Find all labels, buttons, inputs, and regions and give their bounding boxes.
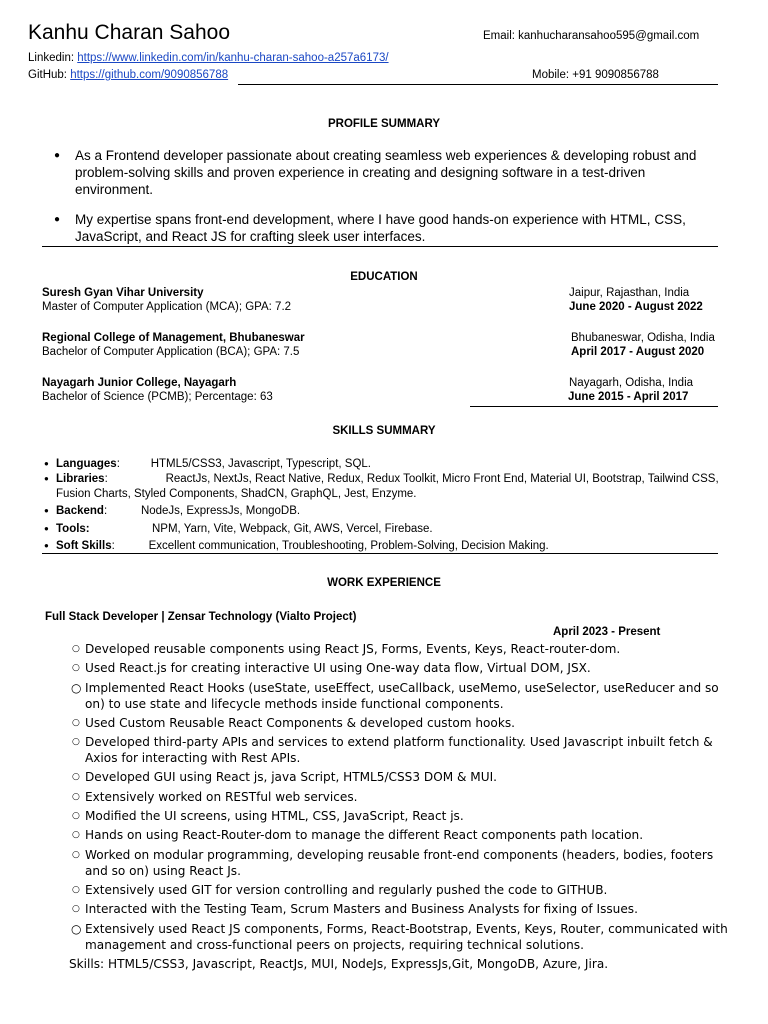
edu-location: Nayagarh, Odisha, India	[569, 377, 694, 389]
work-points-list	[69, 641, 737, 972]
linkedin-label: Linkedin:	[28, 52, 78, 64]
skill-value: HTML5/CSS3, Javascript, Typescript, SQL.	[150, 458, 371, 470]
work-point: ○ Extensively used GIT for version controlling and regularly pushed the code to GITHUB.	[72, 882, 737, 898]
skill-sep: :	[104, 473, 108, 485]
header-divider	[238, 84, 718, 85]
work-point: ○ Used React.js for creating interactive UI using One-way data flow, Virtual DOM, JSX.	[72, 660, 737, 676]
work-point: ○ Extensively used React JS components, Forms, React-Bootstrap, Events, Keys, Router, communicated with management and cross-functional peers on projects, requiring technical solutions.	[72, 921, 737, 953]
email: Email: kanhucharansahoo595@gmail.com	[483, 30, 700, 42]
skill-label: Backend	[56, 505, 104, 517]
skill-row-libraries	[44, 472, 734, 501]
job-dates: April 2023 - Present	[553, 626, 661, 638]
skill-sep: :	[111, 540, 115, 552]
work-point: ○ Developed third-party APIs and services to extend platform functionality. Used Javascript inbuilt fetch & Axios for interacting with Rest APIs.	[72, 734, 737, 766]
skill-label: Soft Skills	[56, 540, 112, 552]
skill-value: NPM, Yarn, Vite, Webpack, Git, AWS, Vercel, Firebase.	[152, 522, 433, 535]
work-point: ○ Interacted with the Testing Team, Scrum Masters and Business Analysts for fixing of Issues.	[72, 901, 737, 917]
skills-list	[44, 457, 734, 554]
linkedin-line	[28, 52, 389, 64]
edu-degree: Master of Computer Application (MCA); GPA: 7.2	[42, 301, 292, 313]
github-line	[28, 69, 228, 81]
linkedin-link[interactable]: https://www.linkedin.com/in/kanhu-charan-sahoo-a257a6173/	[77, 52, 389, 64]
skill-value: Excellent communication, Troubleshooting, Problem-Solving, Decision Making.	[148, 540, 549, 552]
education-title: EDUCATION	[350, 271, 418, 283]
work-skills-line: Skills: HTML5/CSS3, Javascript, ReactJs, MUI, NodeJs, ExpressJs,Git, MongoDB, Azure, Jira.	[69, 956, 609, 971]
profile-divider	[42, 246, 718, 247]
work-point: ○ Modified the UI screens, using HTML, CSS, JavaScript, React js.	[72, 808, 737, 824]
github-label: GitHub:	[28, 69, 71, 81]
work-experience-title: WORK EXPERIENCE	[327, 577, 441, 589]
skill-row-backend	[44, 504, 734, 519]
edu-school: Regional College of Management, Bhubaneswar	[42, 332, 305, 344]
skill-sep: :	[103, 505, 108, 517]
edu-degree: Bachelor of Computer Application (BCA); GPA: 7.5	[42, 346, 300, 358]
work-point: ○ Developed GUI using React js, java Script, HTML5/CSS3 DOM & MUI.	[72, 769, 737, 785]
edu-degree: Bachelor of Science (PCMB); Percentage: 63	[42, 391, 273, 403]
edu-location: Jaipur, Rajasthan, India	[569, 287, 690, 299]
work-point: ○ Implemented React Hooks (useState, useEffect, useCallback, useMemo, useSelector, useReducer and so on) to use state and lifecycle methods inside functional components.	[72, 680, 737, 712]
skill-label: Languages	[56, 458, 117, 470]
skills-divider	[42, 553, 718, 554]
job-role: Full Stack Developer | Zensar Technology (Vialto Project)	[45, 611, 357, 623]
resume-name: Kanhu Charan Sahoo	[28, 21, 230, 44]
edu-school: Suresh Gyan Vihar University	[42, 287, 204, 299]
skill-row-languages	[44, 457, 734, 472]
profile-summary-list	[54, 147, 714, 258]
edu-dates: June 2020 - August 2022	[569, 301, 703, 313]
education-divider	[470, 406, 718, 407]
skill-row-soft-skills	[44, 539, 734, 554]
edu-dates: June 2015 - April 2017	[568, 391, 689, 403]
work-point: ○ Extensively worked on RESTful web services.	[72, 789, 737, 805]
work-point: ○ Worked on modular programming, developing reusable front-end components (headers, bodies, footers and so on) using React Js.	[72, 847, 737, 879]
mobile: Mobile: +91 9090856788	[532, 69, 659, 81]
edu-dates: April 2017 - August 2020	[571, 346, 705, 358]
edu-location: Bhubaneswar, Odisha, India	[571, 332, 715, 344]
profile-summary-item: ● My expertise spans front-end development, where I have good hands-on experience with HTML, CSS, JavaScript, and React JS for crafting sleek user interfaces.	[54, 211, 714, 245]
skill-value: ReactJs, NextJs, React Native, Redux, Redux Toolkit, Micro Front End, Material UI, Bootstrap, Tailwind CSS, Fusion Charts, Styled Components, ShadCN, GraphQL, Jest, Enzyme.	[56, 473, 719, 500]
skill-value: NodeJs, ExpressJs, MongoDB.	[140, 505, 301, 517]
profile-summary-title: PROFILE SUMMARY	[327, 118, 441, 130]
edu-school: Nayagarh Junior College, Nayagarh	[42, 377, 237, 389]
skill-sep: :	[116, 458, 120, 470]
profile-summary-item: ● As a Frontend developer passionate about creating seamless web experiences & developing robust and problem-solving skills and proven experience in creating and designing software in a test-driven environment.	[54, 147, 714, 198]
github-link[interactable]: https://github.com/9090856788	[70, 69, 229, 81]
skill-row-tools	[44, 522, 734, 537]
skills-summary-title: SKILLS SUMMARY	[332, 425, 436, 437]
work-point: ○ Developed reusable components using React JS, Forms, Events, Keys, React-router-dom.	[72, 641, 737, 657]
skill-label: Libraries	[56, 473, 105, 485]
work-point: ○ Hands on using React-Router-dom to manage the different React components path location.	[72, 827, 737, 843]
work-point: ○ Used Custom Reusable React Components & developed custom hooks.	[72, 715, 737, 731]
skill-label: Tools:	[56, 522, 90, 535]
